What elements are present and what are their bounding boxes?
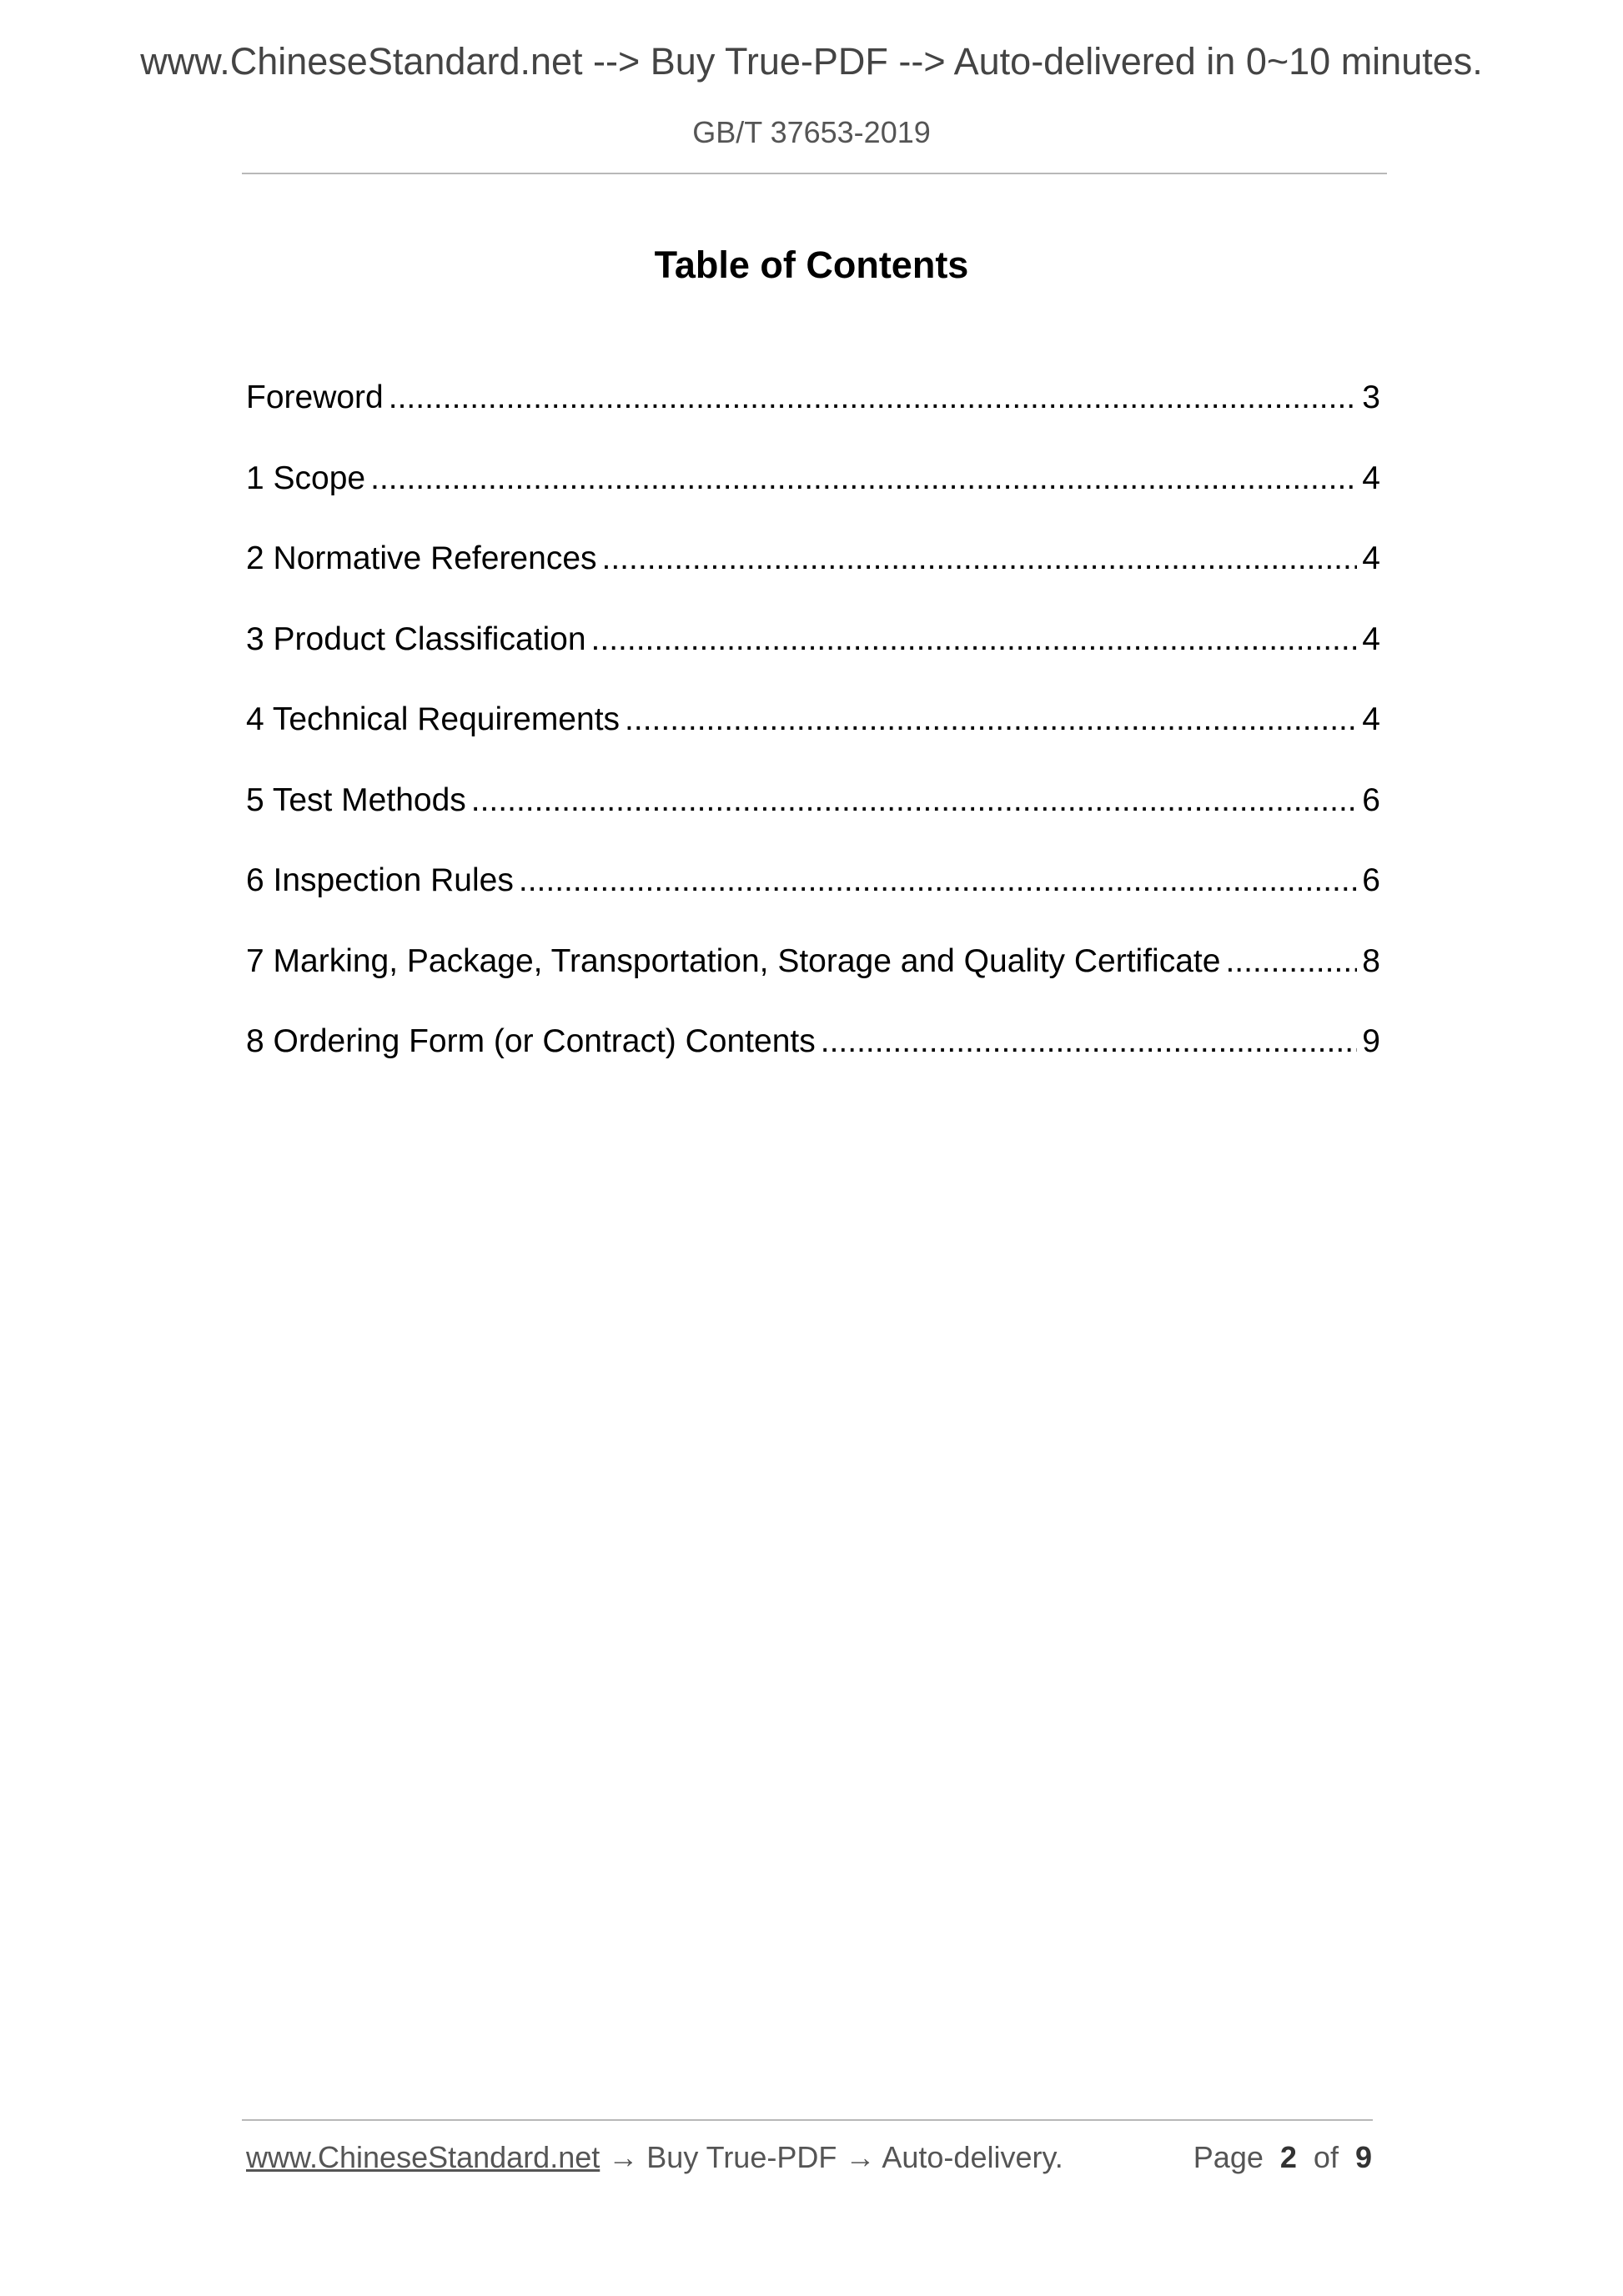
toc-entry-label: 3 Product Classification xyxy=(246,620,586,657)
toc-entry-page: 6 xyxy=(1362,781,1380,818)
toc-entry-label: 5 Test Methods xyxy=(246,781,466,818)
toc-entry-page: 8 xyxy=(1362,942,1380,979)
toc-entry-label: 4 Technical Requirements xyxy=(246,701,621,737)
toc-title: Table of Contents xyxy=(654,244,969,286)
toc-entry-label: 6 Inspection Rules xyxy=(246,862,514,898)
toc-dot-leader xyxy=(389,379,1358,416)
arrow-right-icon: → xyxy=(845,2140,876,2174)
footer-delivery-text: Auto-delivery. xyxy=(882,2140,1063,2174)
toc-entry-page: 4 xyxy=(1362,540,1380,576)
toc-entry-page: 6 xyxy=(1362,862,1380,898)
toc-entry-product-classification[interactable] xyxy=(246,621,1380,702)
toc-entry-technical-requirements[interactable] xyxy=(246,701,1380,782)
toc-entry-test-methods[interactable] xyxy=(246,782,1380,863)
footer-divider xyxy=(242,2119,1373,2121)
toc-dot-leader xyxy=(370,460,1357,497)
page-total: 9 xyxy=(1354,2140,1372,2174)
toc-dot-leader xyxy=(625,701,1357,738)
toc-entry-label: Foreword xyxy=(246,379,384,415)
page-word: Page xyxy=(1193,2140,1264,2174)
toc-entry-ordering-form[interactable] xyxy=(246,1023,1380,1104)
toc-dot-leader xyxy=(602,540,1358,577)
header-banner: www.ChineseStandard.net --> Buy True-PDF --> Auto-delivered in 0~10 minutes. xyxy=(140,40,1483,83)
toc-entry-page: 4 xyxy=(1362,620,1380,657)
toc-entry-marking-package[interactable] xyxy=(246,943,1380,1024)
toc-entry-inspection-rules[interactable] xyxy=(246,862,1380,943)
footer-site-link[interactable]: www.ChineseStandard.net xyxy=(246,2140,600,2174)
toc-dot-leader xyxy=(821,1023,1358,1060)
toc-entry-label: 2 Normative References xyxy=(246,540,597,576)
toc-dot-leader xyxy=(1225,943,1357,980)
arrow-right-icon: → xyxy=(608,2140,639,2174)
toc-entry-normative-references[interactable] xyxy=(246,540,1380,621)
document-code: GB/T 37653-2019 xyxy=(692,115,931,149)
toc-entry-page: 4 xyxy=(1362,701,1380,737)
of-word: of xyxy=(1313,2140,1339,2174)
toc-entry-page: 4 xyxy=(1362,460,1380,496)
footer-promo xyxy=(246,2140,1063,2175)
toc-entry-foreword[interactable] xyxy=(246,379,1380,460)
page-current: 2 xyxy=(1279,2140,1297,2174)
toc-entry-label: 1 Scope xyxy=(246,460,366,496)
toc-dot-leader xyxy=(591,621,1358,658)
toc-list xyxy=(246,379,1380,1104)
page-indicator xyxy=(1193,2140,1372,2175)
footer-buy-text: Buy True-PDF xyxy=(646,2140,837,2174)
toc-entry-page: 3 xyxy=(1362,379,1380,415)
toc-entry-label: 7 Marking, Package, Transportation, Storage and Quality Certificate xyxy=(246,942,1221,979)
toc-dot-leader xyxy=(519,862,1357,899)
toc-entry-label: 8 Ordering Form (or Contract) Contents xyxy=(246,1023,816,1059)
header-divider xyxy=(242,173,1387,174)
toc-dot-leader xyxy=(471,782,1358,819)
toc-entry-page: 9 xyxy=(1362,1023,1380,1059)
toc-entry-scope[interactable] xyxy=(246,460,1380,541)
